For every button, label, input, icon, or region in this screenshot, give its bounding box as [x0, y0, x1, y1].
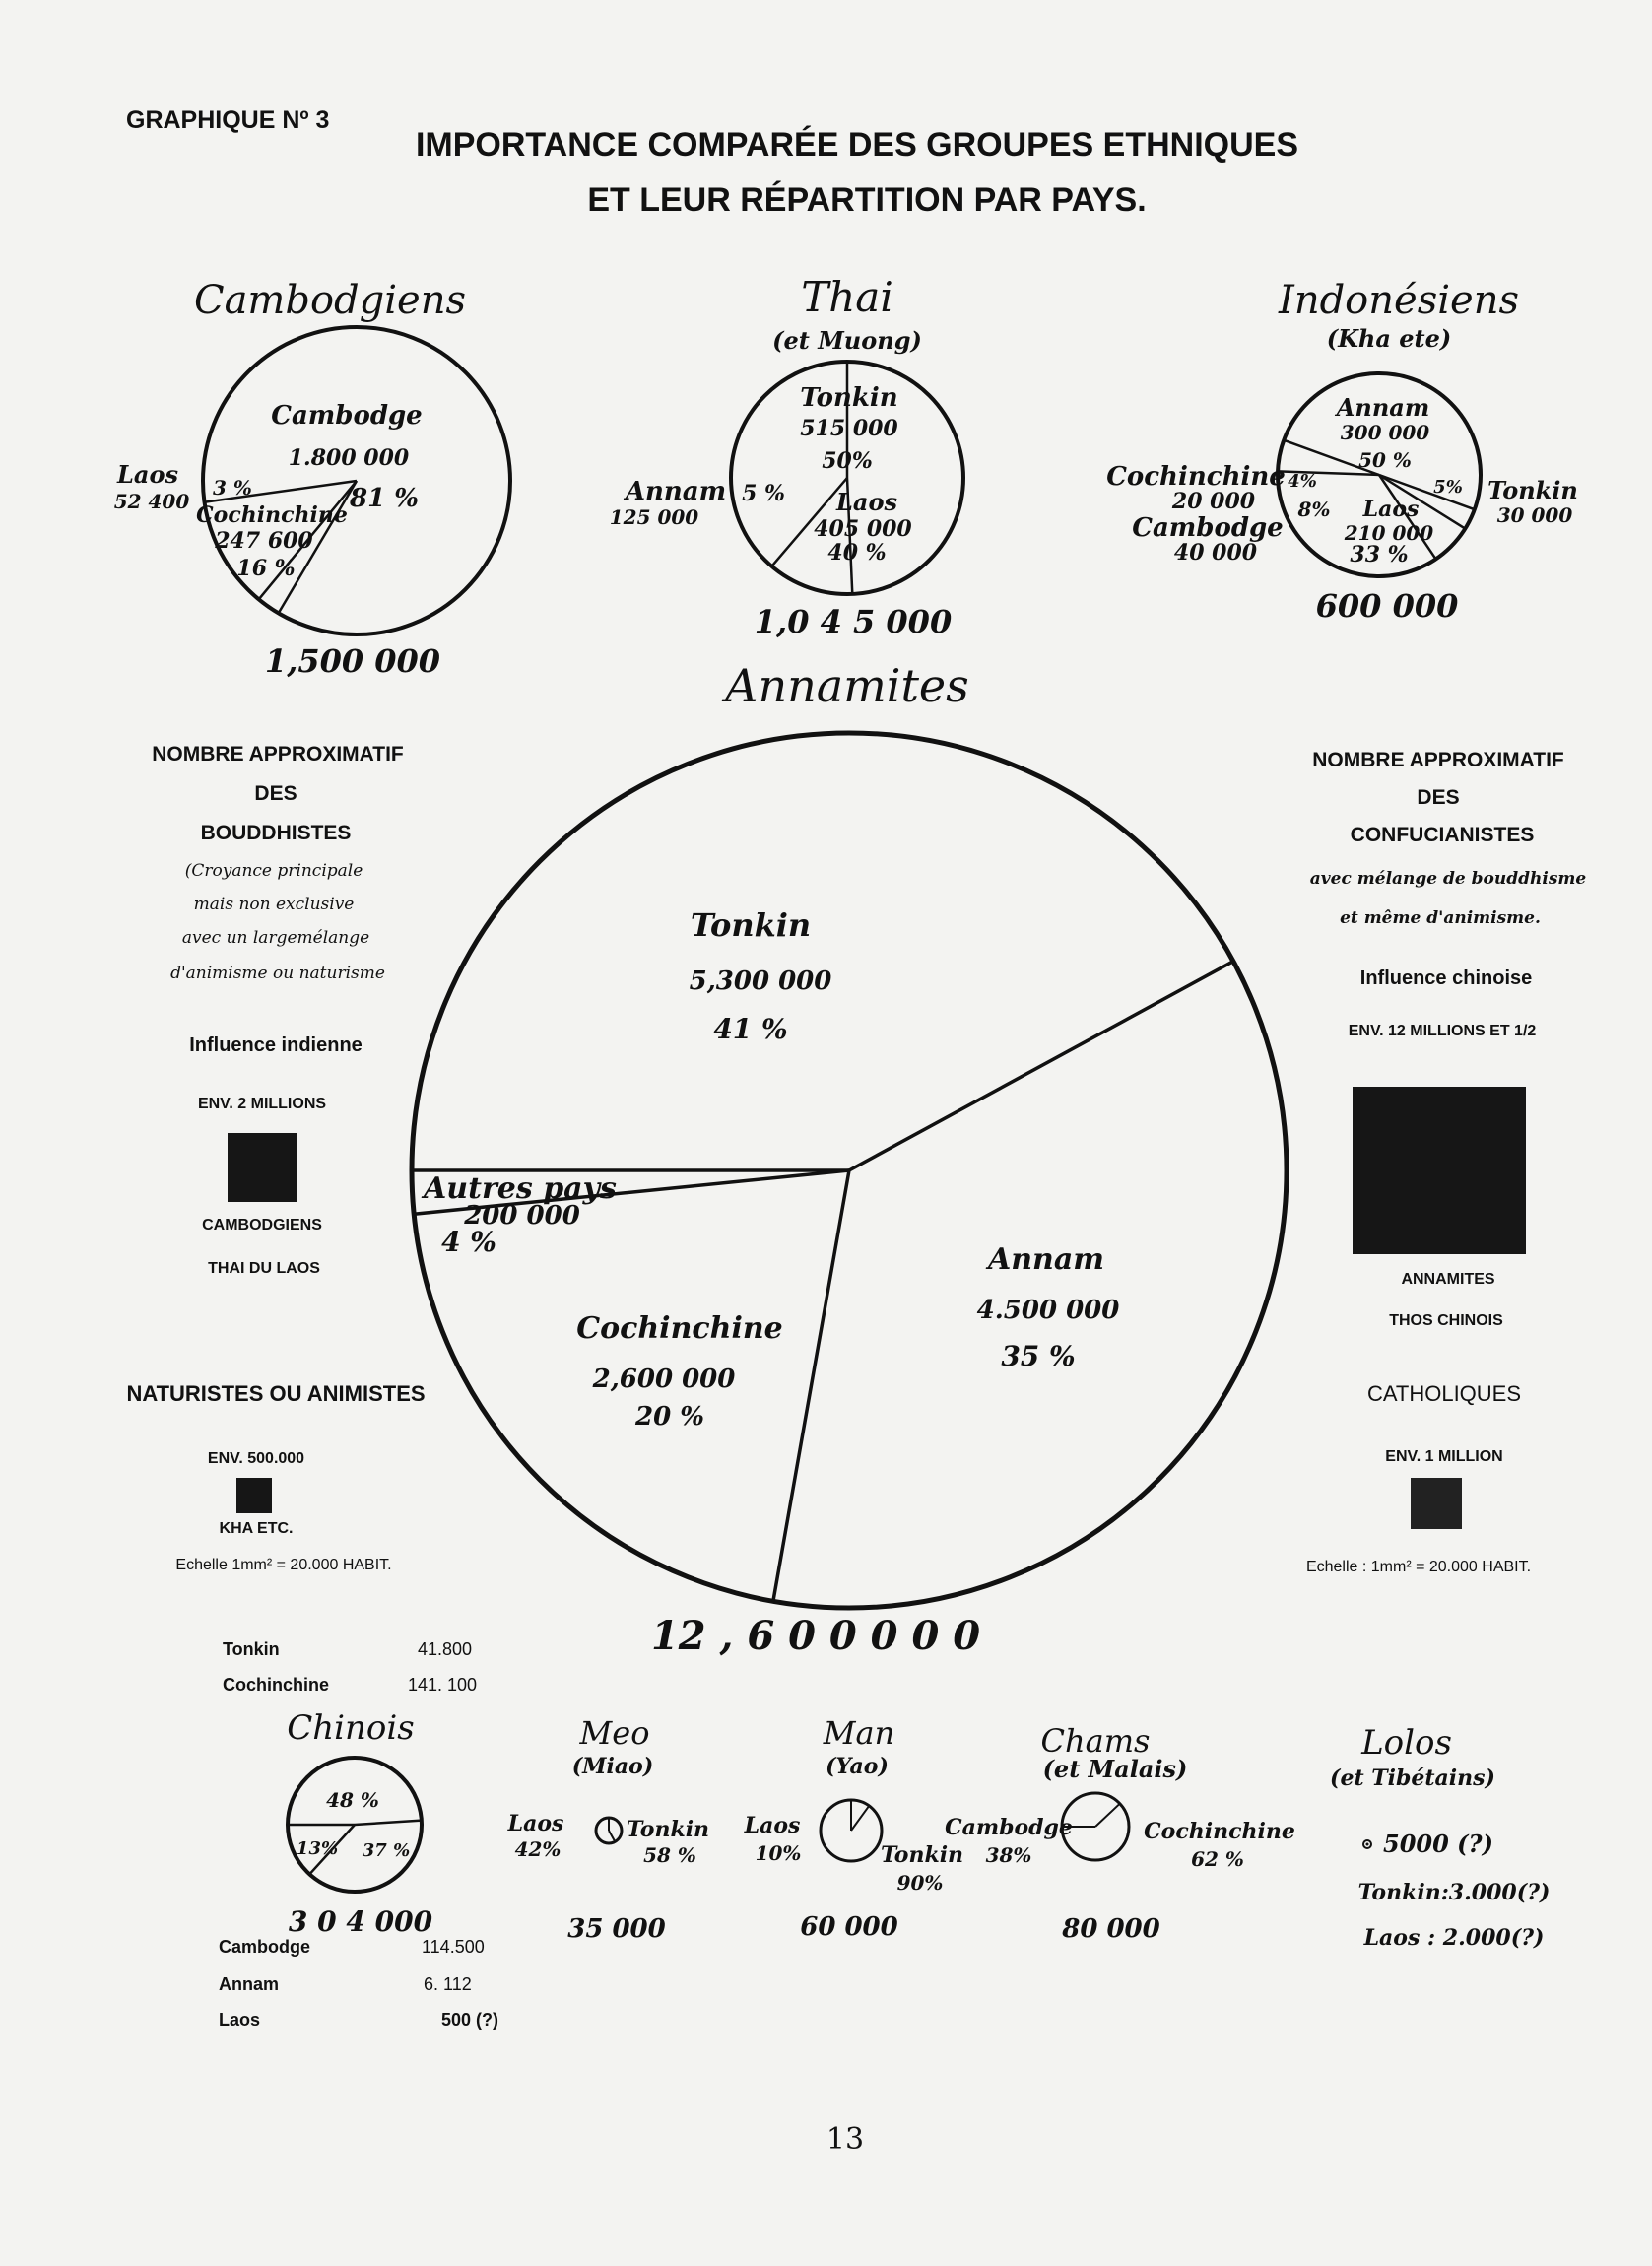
chinois-row-cochinchine-value: 141. 100: [408, 1675, 478, 1695]
indonesiens-tonkin-pct-label: 5%: [1433, 477, 1463, 498]
chinois-row-tonkin-value: 41.800: [418, 1639, 473, 1659]
chams-cochinchine-name: Cochinchine: [1144, 1819, 1295, 1844]
meo-title: Meo: [579, 1714, 650, 1752]
chinois-row-cambodge-value: 114.500: [422, 1937, 485, 1957]
thai-title: Thai: [801, 273, 893, 321]
annamites-slice-boundary-annam: [849, 962, 1233, 1170]
indonesiens-cambodge-pct-label: 8%: [1297, 498, 1331, 521]
indonesiens-cambodge-value-label: 40 000: [1173, 540, 1258, 566]
cambodgiens-cochinchine-name: Cochinchine: [196, 502, 348, 528]
thai-annam-pct-label: 5 %: [742, 481, 785, 506]
chinois-row-tonkin-country: Tonkin: [223, 1639, 280, 1659]
indonesiens-annam-pct-label: 50 %: [1358, 448, 1412, 472]
naturists-count: ENV. 500.000: [207, 1450, 305, 1467]
naturists-heading: NATURISTES OU ANIMISTES: [126, 1381, 426, 1406]
chinois-row-cochinchine-country: Cochinchine: [223, 1675, 330, 1695]
annamites-total: 12 , 6 0 0 0 0 0: [650, 1613, 981, 1659]
annamites-cochinchine-name: Cochinchine: [576, 1311, 783, 1346]
lolos-tonkin-value-label: Tonkin:3.000(?): [1357, 1880, 1551, 1905]
meo-laos-pct-label: 42%: [514, 1837, 562, 1861]
group-thai-du-laos: THAI DU LAOS: [208, 1260, 320, 1277]
chams-cambodge-pct-label: 38%: [985, 1843, 1032, 1867]
thai-subtitle: (et Muong): [772, 326, 922, 355]
chams-cochinchine-pct-label: 62 %: [1191, 1847, 1244, 1871]
confucianists-note-1: avec mélange de bouddhisme: [1309, 869, 1587, 889]
cambodgiens-laos-pct-label: 3 %: [213, 476, 252, 500]
chinois-row-laos-country: Laos: [219, 2010, 261, 2030]
indonesiens-annam-name: Annam: [1336, 393, 1430, 422]
confucianists-heading-3: CONFUCIANISTES: [1350, 824, 1535, 846]
buddhists-heading-3: BOUDDHISTES: [200, 822, 352, 844]
thai-tonkin-pct-label: 50%: [822, 448, 873, 474]
annamites-autres-pays-pct-label: 4 %: [441, 1226, 496, 1258]
meo-slice-boundary-tonkin: [609, 1831, 615, 1841]
cambodgiens-title: Cambodgiens: [193, 278, 467, 323]
lolos-pie-dot: [1366, 1843, 1369, 1846]
buddhists-count: ENV. 2 MILLIONS: [197, 1096, 327, 1112]
influence-indienne: Influence indienne: [189, 1034, 363, 1056]
annamites-annam-name: Annam: [987, 1242, 1105, 1277]
confucianists-count: ENV. 12 MILLIONS ET 1/2: [1348, 1023, 1537, 1039]
thai-tonkin-name: Tonkin: [800, 383, 898, 413]
man-subtitle: (Yao): [826, 1754, 889, 1779]
influence-chinoise: Influence chinoise: [1359, 967, 1533, 989]
annamites-autres-pays-name: Autres pays: [424, 1171, 617, 1206]
chams-subtitle: (et Malais): [1042, 1755, 1188, 1783]
chams-slice-boundary-cochinchine: [1095, 1804, 1120, 1827]
meo-tonkin-pct-label: 58 %: [643, 1843, 696, 1867]
confucianists-heading-1: NOMBRE APPROXIMATIF: [1312, 749, 1564, 771]
group-annamites: ANNAMITES: [1401, 1271, 1495, 1288]
thai-tonkin-value-label: 515 000: [800, 416, 898, 441]
man-tonkin-name: Tonkin: [880, 1842, 964, 1868]
lolos-total: 5000 (?): [1383, 1830, 1493, 1858]
chinois-title: Chinois: [287, 1708, 415, 1748]
cambodgiens-cochinchine-value-label: 247 600: [215, 528, 313, 554]
thai-total: 1,0 4 5 000: [754, 603, 953, 640]
group-cambodgiens: CAMBODGIENS: [202, 1217, 322, 1233]
cambodgiens-cochinchine-pct-label: 16 %: [236, 556, 296, 581]
chams-title: Chams: [1040, 1722, 1151, 1760]
annamites-annam-pct-label: 35 %: [1001, 1340, 1076, 1372]
indonesiens-tonkin-name: Tonkin: [1487, 476, 1578, 504]
naturists-group: KHA ETC.: [219, 1520, 294, 1537]
indonesiens-cochinchine-value-label: 20 000: [1171, 489, 1256, 514]
chinois-row-annam-country: Annam: [219, 1974, 280, 1994]
catholics-heading: CATHOLIQUES: [1366, 1381, 1522, 1406]
indonesiens-title: Indonésiens: [1279, 278, 1519, 323]
cambodgiens-laos-value-label: 52 400: [113, 490, 190, 513]
man-title: Man: [823, 1714, 895, 1752]
indonesiens-cochinchine-name: Cochinchine: [1106, 462, 1286, 492]
indonesiens-annam-value-label: 300 000: [1340, 421, 1430, 444]
cambodgiens-cambodge-value-label: 1.800 000: [288, 445, 410, 471]
buddhists-heading-2: DES: [254, 782, 297, 805]
indonesiens-cochinchine-pct-label: 4%: [1288, 471, 1317, 492]
buddhists-note-2: mais non exclusive: [193, 895, 355, 914]
indonesiens-cambodge-name: Cambodge: [1132, 513, 1284, 543]
meo-total: 35 000: [567, 1914, 666, 1944]
chinois-row-annam-value: 6. 112: [424, 1974, 472, 1994]
chinois-slice-1-pct-label: 37 %: [362, 1840, 411, 1861]
page-number: 13: [826, 2122, 865, 2157]
indonesiens-laos-name: Laos: [1362, 497, 1420, 522]
title-line-2: ET LEUR RÉPARTITION PAR PAYS.: [587, 181, 1147, 219]
annamites-annam-value-label: 4.500 000: [976, 1296, 1120, 1325]
annamites-cochinchine-value-label: 2,600 000: [592, 1365, 736, 1394]
buddhists-heading-1: NOMBRE APPROXIMATIF: [152, 743, 404, 766]
thai-annam-value-label: 125 000: [609, 505, 699, 529]
thai-laos-value-label: 405 000: [814, 516, 912, 542]
lolos-title: Lolos: [1361, 1723, 1452, 1763]
meo-laos-name: Laos: [507, 1811, 564, 1836]
chinois-slice-2-pct-label: 13%: [296, 1838, 339, 1859]
annamites-slice-boundary-cochinchine: [773, 1170, 849, 1601]
indonesiens-laos-value-label: 210 000: [1344, 521, 1434, 545]
thai-laos-pct-label: 40 %: [827, 540, 887, 566]
chinois-row-cambodge-country: Cambodge: [219, 1937, 311, 1957]
buddhists-note-3: avec un largemélange: [181, 928, 370, 948]
buddhists-note-1: (Croyance principale: [184, 861, 363, 881]
left-scale: Echelle 1mm² = 20.000 HABIT.: [175, 1557, 392, 1573]
chinois-row-laos-value: 500 (?): [441, 2010, 499, 2030]
chinois-slice-boundary-1: [355, 1821, 422, 1825]
group-thos-chinois: THOS CHINOIS: [1389, 1312, 1503, 1329]
man-total: 60 000: [800, 1912, 898, 1942]
annamites-tonkin-pct-label: 41 %: [713, 1013, 788, 1045]
indonesiens-total: 600 000: [1315, 587, 1459, 625]
thai-annam-name: Annam: [625, 477, 727, 506]
meo-tonkin-name: Tonkin: [626, 1817, 710, 1842]
right-scale: Echelle : 1mm² = 20.000 HABIT.: [1305, 1559, 1532, 1575]
title-line-1: IMPORTANCE COMPARÉE DES GROUPES ETHNIQUES: [415, 126, 1299, 164]
annamites-title: Annamites: [725, 659, 969, 712]
buddhists-note-4: d'animisme ou naturisme: [170, 964, 385, 983]
indonesiens-laos-pct-label: 33 %: [1350, 542, 1409, 567]
annamites-autres-pays-value-label: 200 000: [464, 1201, 580, 1231]
cambodgiens-cambodge-name: Cambodge: [271, 401, 423, 431]
cambodgiens-laos-name: Laos: [117, 460, 178, 489]
lolos-subtitle: (et Tibétains): [1330, 1766, 1495, 1791]
annamites-cochinchine-pct-label: 20 %: [635, 1402, 704, 1432]
chinois-slice-0-pct-label: 48 %: [326, 1788, 379, 1812]
man-slice-boundary-tonkin: [851, 1806, 869, 1831]
lolos-laos-value-label: Laos : 2.000(?): [1363, 1925, 1545, 1951]
indonesiens-subtitle: (Kha ete): [1326, 324, 1452, 353]
indonesiens-tonkin-value-label: 30 000: [1496, 503, 1573, 527]
graph-number: GRAPHIQUE Nº 3: [126, 106, 330, 134]
chams-cambodge-name: Cambodge: [945, 1815, 1073, 1840]
man-laos-name: Laos: [744, 1813, 801, 1838]
catholics-count: ENV. 1 MILLION: [1385, 1448, 1503, 1465]
annamites-tonkin-name: Tonkin: [690, 906, 812, 944]
confucianists-heading-2: DES: [1417, 786, 1460, 809]
man-laos-pct-label: 10%: [755, 1841, 802, 1865]
man-tonkin-pct-label: 90%: [896, 1871, 944, 1895]
chinois-total: 3 0 4 000: [288, 1905, 433, 1938]
cambodgiens-cambodge-pct-label: 81 %: [350, 484, 419, 513]
annamites-tonkin-value-label: 5,300 000: [689, 966, 832, 996]
thai-laos-name: Laos: [836, 488, 897, 516]
chams-total: 80 000: [1062, 1914, 1160, 1944]
meo-subtitle: (Miao): [571, 1754, 654, 1779]
confucianists-note-2: et même d'animisme.: [1340, 908, 1541, 928]
cambodgiens-total: 1,500 000: [264, 642, 441, 680]
